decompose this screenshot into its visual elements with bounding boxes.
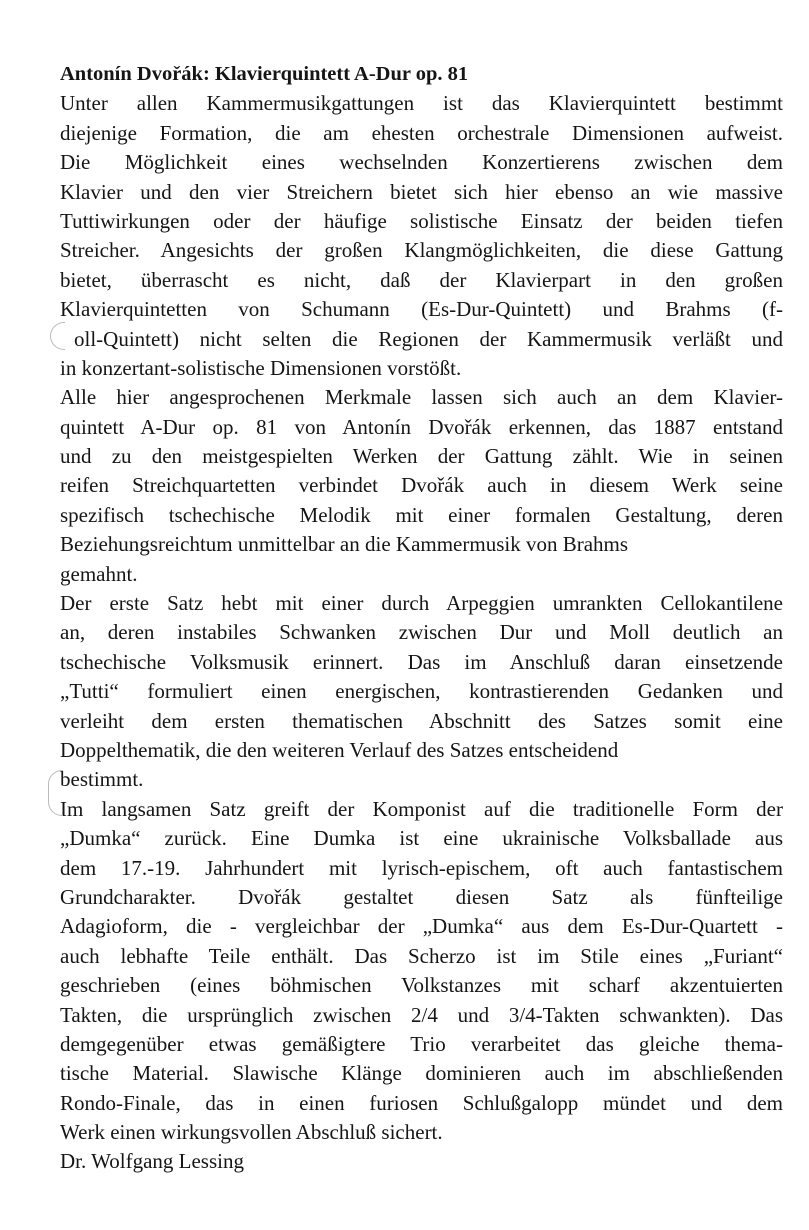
text-line: Beziehungsreichtum unmittelbar an die Kammermusik von Brahms xyxy=(60,532,629,557)
text-line: Werk einen wirkungsvollen Abschluß sichert. xyxy=(60,1120,443,1145)
text-line: Alle hier angesprochenen Merkmale lassen sich auch an dem Klavier- xyxy=(60,385,783,410)
text-line: oll-Quintett) nicht selten die Regionen der Kammermusik verläßt und xyxy=(74,326,783,351)
text-line: Takten, die ursprünglich zwischen 2/4 und 3/4-Takten schwankten). Das xyxy=(60,1002,783,1027)
document-title: Antonín Dvořák: Klavierquintett A-Dur op. 81 xyxy=(60,63,469,85)
text-line: dem 17.-19. Jahrhundert mit lyrisch-epischem, oft auch fantastischem xyxy=(60,855,783,880)
text-line: quintett A-Dur op. 81 von Antonín Dvořák erkennen, das 1887 entstand xyxy=(60,414,783,439)
text-line: „Tutti“ formuliert einen energischen, kontrastierenden Gedanken und xyxy=(60,679,783,704)
document-body xyxy=(60,89,783,1176)
text-line: Grundcharakter. Dvořák gestaltet diesen Satz als fünfteilige xyxy=(60,884,783,909)
text-line: geschrieben (eines böhmischen Volkstanzes mit scharf akzentuierten xyxy=(60,973,783,998)
text-line: auch lebhafte Teile enthält. Das Scherzo ist im Stile eines „Furiant“ xyxy=(60,943,783,968)
text-line: Im langsamen Satz greift der Komponist auf die traditionelle Form der xyxy=(60,796,783,821)
text-line: spezifisch tschechische Melodik mit einer formalen Gestaltung, deren xyxy=(60,502,783,527)
text-line: an, deren instabiles Schwanken zwischen Dur und Moll deutlich an xyxy=(60,620,783,645)
text-line: Der erste Satz hebt mit einer durch Arpeggien umrankten Cellokantilene xyxy=(60,591,783,616)
author-signature: Dr. Wolfgang Lessing xyxy=(60,1149,244,1174)
hole-punch-mark xyxy=(50,322,65,350)
text-line: Tuttiwirkungen oder der häufige solistische Einsatz der beiden tiefen xyxy=(60,208,783,233)
text-line: Adagioform, die - vergleichbar der „Dumka“ aus dem Es-Dur-Quartett - xyxy=(60,914,783,939)
text-line: Doppelthematik, die den weiteren Verlauf des Satzes entscheidend xyxy=(60,737,619,762)
text-line: reifen Streichquartetten verbindet Dvořák auch in diesem Werk seine xyxy=(60,473,783,498)
text-line: tschechische Volksmusik erinnert. Das im Anschluß daran einsetzende xyxy=(60,649,783,674)
text-line: bestimmt. xyxy=(60,767,144,792)
text-line: demgegenüber etwas gemäßigtere Trio verarbeitet das gleiche thema- xyxy=(60,1031,783,1056)
text-line: Streicher. Angesichts der großen Klangmöglichkeiten, die diese Gattung xyxy=(60,238,783,263)
text-line: gemahnt. xyxy=(60,561,138,586)
text-line: in konzertant-solistische Dimensionen vorstößt. xyxy=(60,355,462,380)
text-line: Klavierquintetten von Schumann (Es-Dur-Quintett) und Brahms (f- xyxy=(60,297,783,322)
text-line: verleiht dem ersten thematischen Abschnitt des Satzes somit eine xyxy=(60,708,783,733)
hole-punch-mark xyxy=(48,770,63,816)
text-line: bietet, überrascht es nicht, daß der Klavierpart in den großen xyxy=(60,267,783,292)
text-line: Die Möglichkeit eines wechselnden Konzertierens zwischen dem xyxy=(60,150,783,175)
text-line: tische Material. Slawische Klänge dominieren auch im abschließenden xyxy=(60,1061,783,1086)
text-line: Klavier und den vier Streichern bietet sich hier ebenso an wie massive xyxy=(60,179,783,204)
text-line: und zu den meistgespielten Werken der Gattung zählt. Wie in seinen xyxy=(60,444,783,469)
text-line: Rondo-Finale, das in einen furiosen Schlußgalopp mündet und dem xyxy=(60,1090,783,1115)
text-line: „Dumka“ zurück. Eine Dumka ist eine ukrainische Volksballade aus xyxy=(60,826,783,851)
text-line: diejenige Formation, die am ehesten orchestrale Dimensionen aufweist. xyxy=(60,120,783,145)
text-line: Unter allen Kammermusikgattungen ist das Klavierquintett bestimmt xyxy=(60,91,783,116)
document-page xyxy=(60,60,783,1177)
